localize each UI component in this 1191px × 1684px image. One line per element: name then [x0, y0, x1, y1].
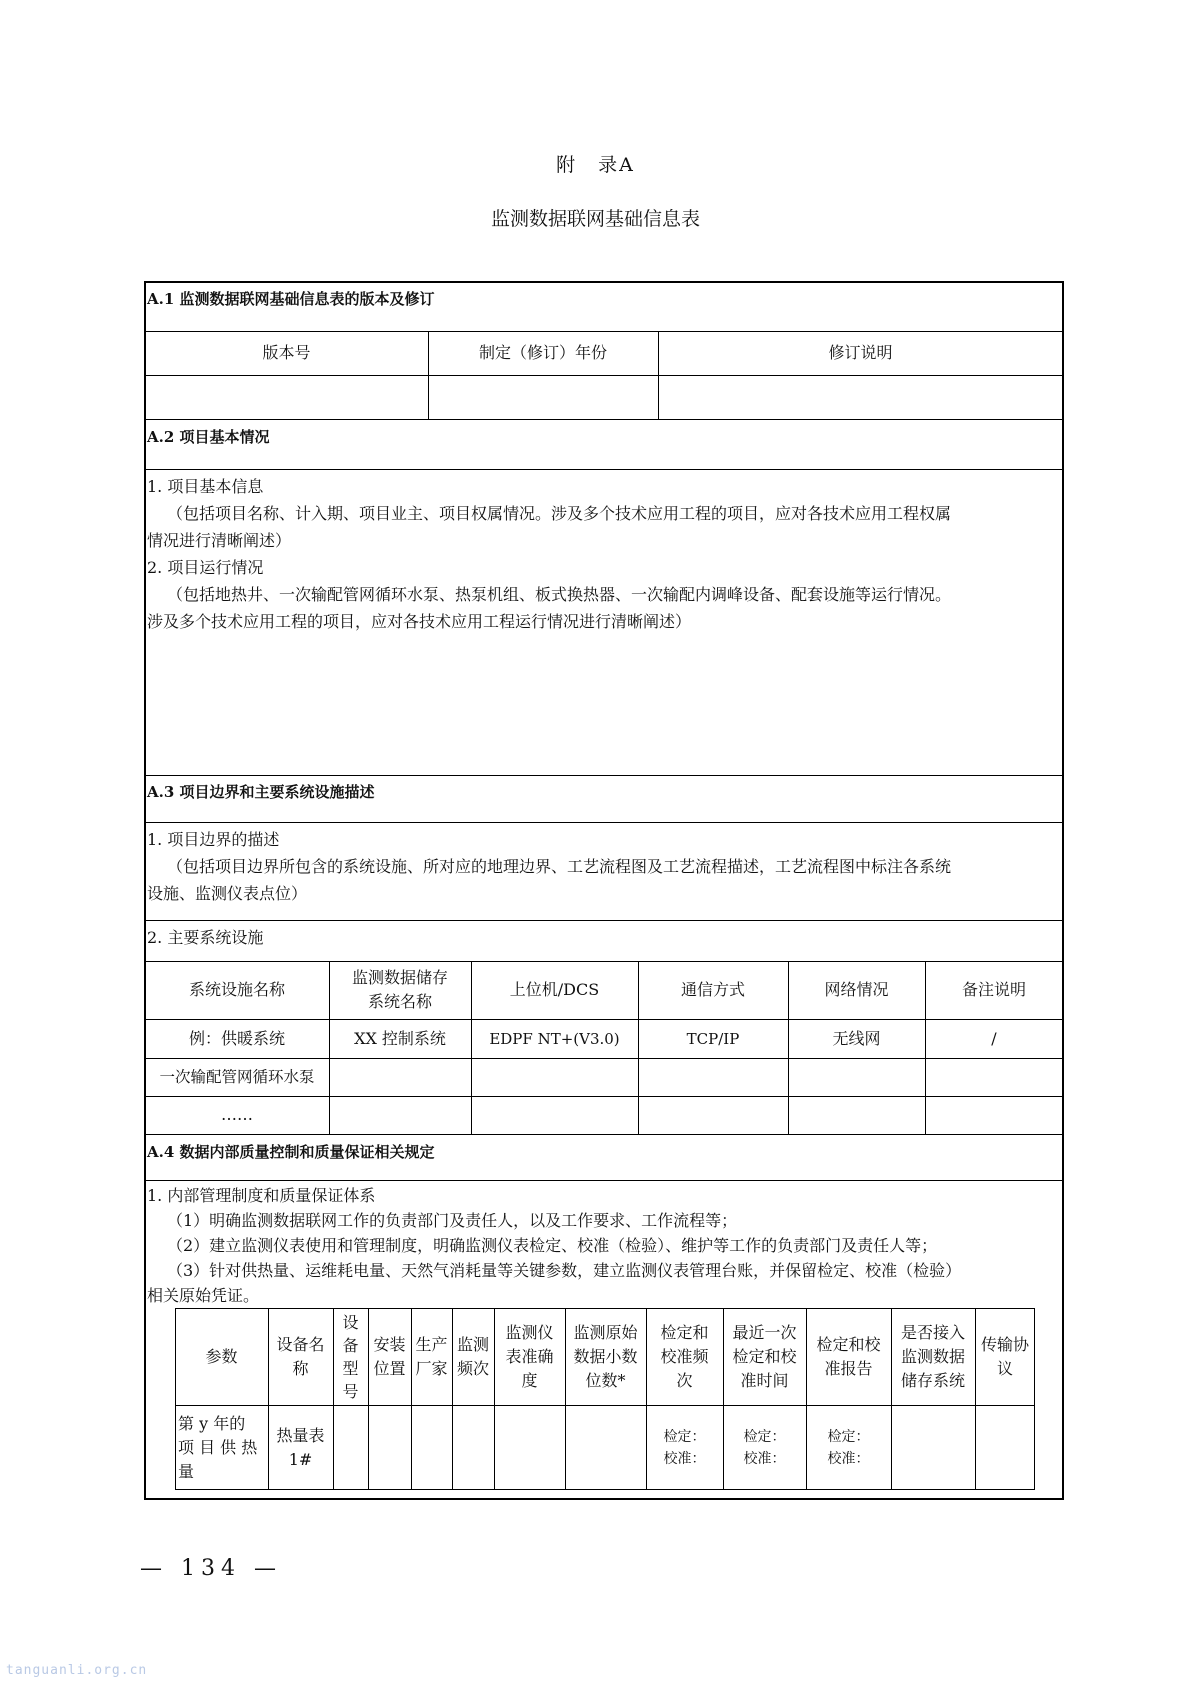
a4-row-last-calibration: 检定： 校准：: [743, 1428, 786, 1467]
a2-line: （包括地热井、一次输配管网循环水泵、热泵机组、板式换热器、一次输配内调峰设备、配套设施等运行情况。: [167, 585, 952, 604]
a3-row-1-remarks: /: [991, 1028, 997, 1048]
a3-col-facility: 系统设施名称: [188, 980, 285, 999]
a2-line: （包括项目名称、计入期、项目业主、项目权属情况。涉及多个技术应用工程的项目，应对各技术应用工程权属: [167, 504, 952, 523]
a3-col-remarks: 备注说明: [961, 980, 1026, 999]
a4-col-transfer-protocol: 传输协 议: [980, 1334, 1029, 1378]
a1-cell-notes-value[interactable]: [658, 375, 1063, 419]
a4-col-connected: 是否接入 监测数据 储存系统: [900, 1322, 965, 1390]
a3-sub-heading: 2. 主要系统设施: [147, 928, 264, 947]
a1-col-version: 版本号: [262, 343, 311, 362]
a4-row-calibration-report: 检定： 校准：: [827, 1428, 870, 1467]
a3-line: 1. 项目边界的描述: [147, 830, 280, 849]
a3-col-network: 网络情况: [824, 980, 889, 999]
a4-col-calibration-frequency: 检定和 校准频 次: [660, 1322, 709, 1390]
a4-col-last-calibration: 最近一次 检定和校 准时间: [732, 1322, 797, 1390]
a2-line: 情况进行清晰阐述）: [147, 531, 292, 550]
a3-row-1-storage: XX 控制系统: [354, 1028, 446, 1048]
a4-line: 1. 内部管理制度和质量保证体系: [147, 1186, 376, 1205]
a3-line: 设施、监测仪表点位）: [147, 884, 308, 903]
a4-line: 相关原始凭证。: [147, 1286, 260, 1305]
a3-row-1-facility: 例：供暖系统: [188, 1028, 285, 1048]
a4-row-param: 第 y 年的 项 目 供 热 量: [178, 1413, 258, 1481]
a4-col-decimals: 监测原始 数据小数 位数*: [573, 1322, 638, 1390]
divider: [145, 1180, 1063, 1181]
divider: [145, 469, 1063, 470]
a4-line: （1）明确监测数据联网工作的负责部门及责任人，以及工作要求、工作流程等；: [167, 1211, 738, 1230]
a3-line: （包括项目边界所包含的系统设施、所对应的地理边界、工艺流程图及工艺流程描述，工艺流程图中标注各系统: [167, 857, 952, 876]
a3-col-host: 上位机/DCS: [509, 980, 600, 999]
a4-line: （3）针对供热量、运维耗电量、天然气消耗量等关键参数，建立监测仪表管理台账，并保留检定、校准（检验）: [167, 1261, 962, 1280]
section-a2-text: [147, 473, 1062, 635]
a1-cell-year-value[interactable]: [428, 375, 658, 419]
a4-col-accuracy: 监测仪 表准确 度: [505, 1322, 554, 1390]
document-title: 监测数据联网基础信息表: [490, 208, 700, 230]
a4-col-device-name: 设备名 称: [276, 1334, 325, 1378]
a4-col-location: 安装 位置: [373, 1334, 406, 1378]
a2-line: 1. 项目基本信息: [147, 477, 264, 496]
divider: [145, 1134, 1063, 1135]
watermark: tanguanli.org.cn: [6, 1663, 148, 1678]
a3-row-1-network: 无线网: [832, 1028, 881, 1048]
a3-row-1-protocol: TCP/IP: [686, 1029, 740, 1048]
a4-col-param: 参数: [205, 1346, 238, 1366]
a1-col-year: 制定（修订）年份: [478, 343, 607, 362]
a3-row-3-facility: ……: [221, 1105, 253, 1124]
a3-col-protocol: 通信方式: [680, 980, 745, 999]
a3-row-1-host: EDPF NT+(V3.0): [489, 1029, 620, 1048]
a4-line: （2）建立监测仪表使用和管理制度，明确监测仪表检定、校准（检验）、维护等工作的负责部门及责任人等；: [167, 1236, 938, 1255]
divider: [145, 775, 1063, 776]
divider: [145, 419, 1063, 420]
a1-col-notes: 修订说明: [828, 343, 893, 362]
a4-row-device: 热量表 1#: [276, 1425, 325, 1469]
a4-col-device-model: 设 备 型 号: [342, 1312, 359, 1401]
a4-row-calibration-frequency: 检定： 校准：: [663, 1428, 706, 1467]
section-a3-text: [147, 826, 1062, 907]
a4-col-calibration-report: 检定和校 准报告: [816, 1334, 881, 1378]
a4-col-manufacturer: 生产 厂家: [415, 1334, 448, 1378]
page-number: — 134 —: [140, 1556, 282, 1581]
section-a3-heading: A.3 项目边界和主要系统设施描述: [147, 783, 375, 801]
section-a2-heading: A.2 项目基本情况: [147, 428, 270, 446]
a1-cell-version-value[interactable]: [145, 375, 428, 419]
section-a1-heading: A.1 监测数据联网基础信息表的版本及修订: [147, 290, 435, 308]
divider: [145, 822, 1063, 823]
a2-line: 2. 项目运行情况: [147, 558, 264, 577]
a2-line: 涉及多个技术应用工程的项目，应对各技术应用工程运行情况进行清晰阐述）: [147, 612, 692, 631]
section-a4-text: [147, 1183, 1062, 1308]
a3-col-storage-system: 监测数据储存 系统名称: [351, 968, 448, 1011]
a3-row-2-facility: 一次输配管网循环水泵: [159, 1068, 315, 1086]
appendix-title: 附 录A: [556, 154, 635, 176]
divider: [145, 920, 1063, 921]
a4-col-frequency: 监测 频次: [456, 1334, 489, 1378]
section-a4-heading: A.4 数据内部质量控制和质量保证相关规定: [147, 1143, 435, 1161]
